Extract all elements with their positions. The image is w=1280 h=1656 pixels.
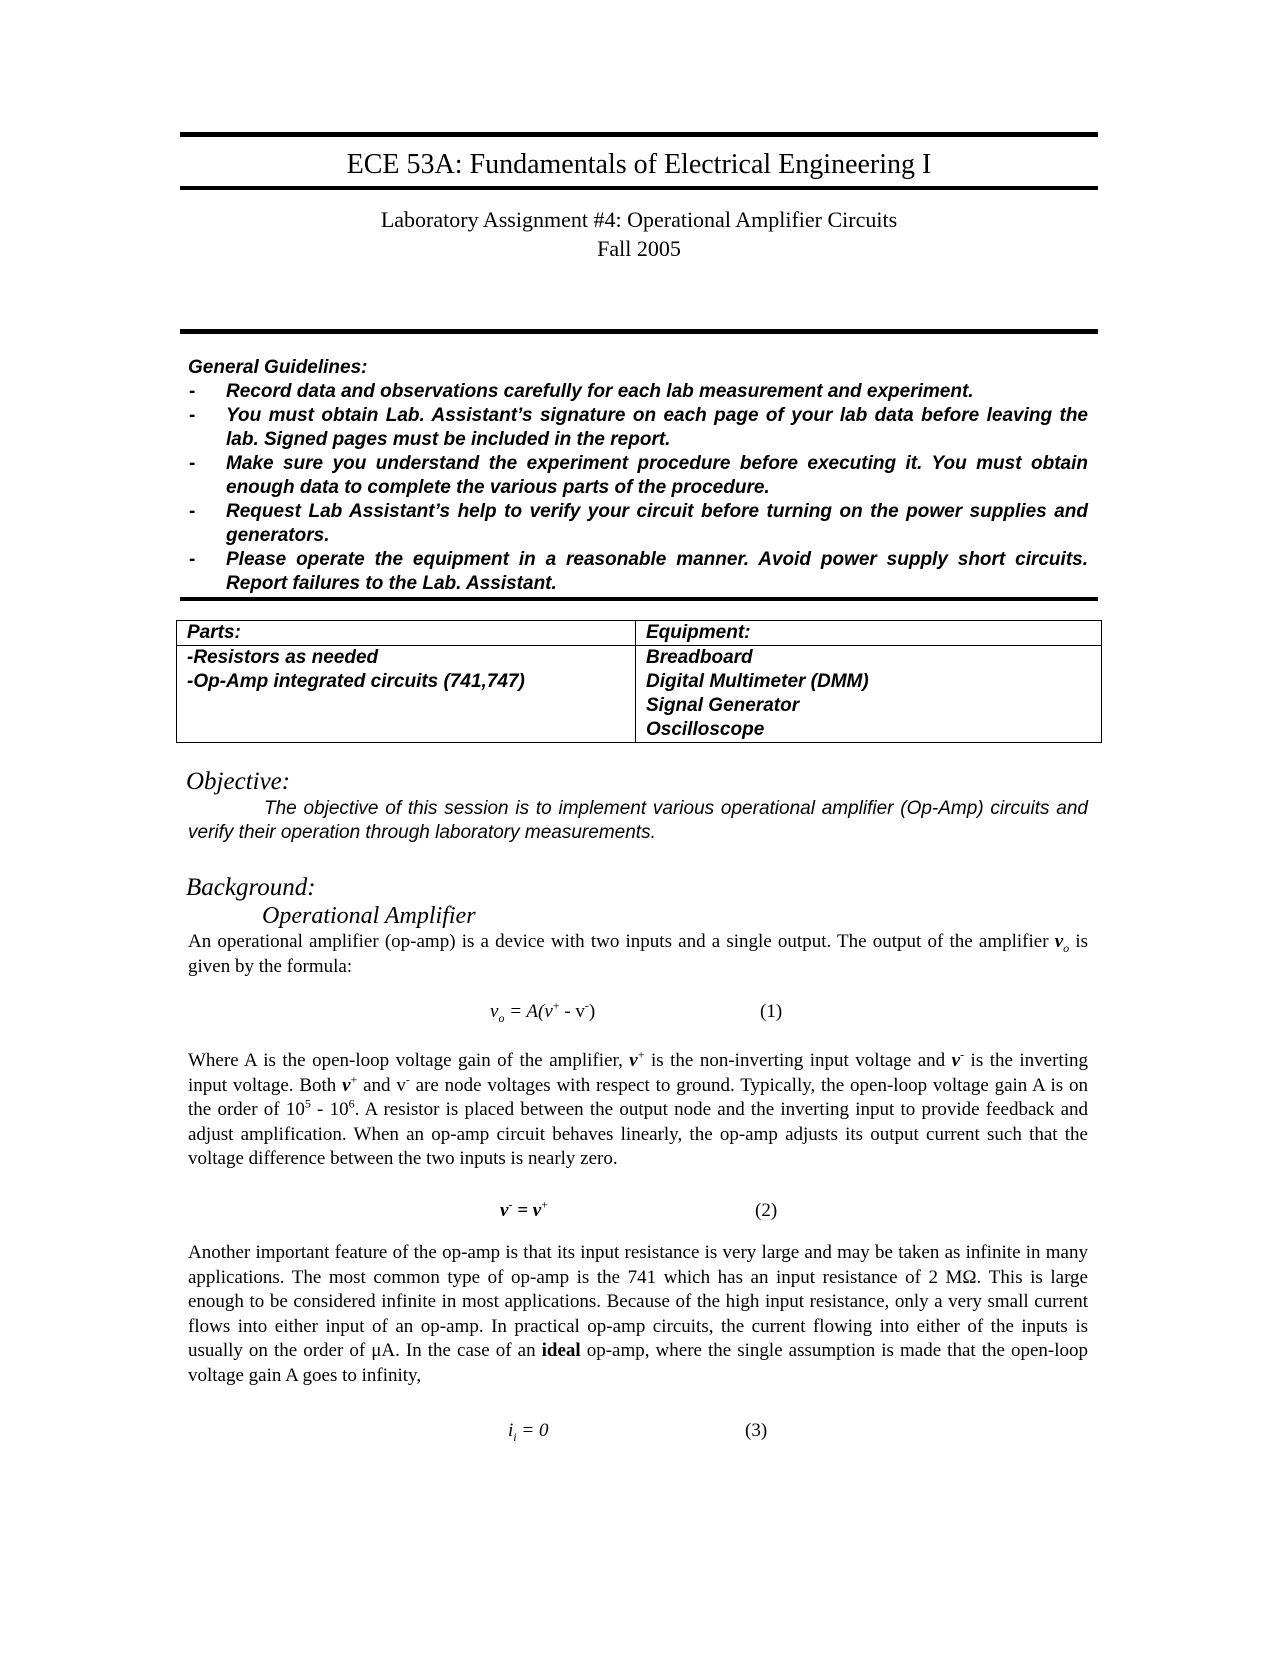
list-item: - Request Lab Assistant’s help to verify your circuit before turning on the power supplies and generators. bbox=[189, 501, 1088, 546]
list-item: - Record data and observations carefully for each lab measurement and experiment. bbox=[189, 381, 974, 402]
list-item: - Please operate the equipment in a reasonable manner. Avoid power supply short circuits. Report failures to the Lab. Assistant. bbox=[189, 549, 1088, 594]
table-row bbox=[177, 646, 1102, 743]
background-heading: Background: bbox=[186, 874, 316, 901]
part-item: -Op-Amp integrated circuits (741,747) bbox=[187, 671, 525, 692]
equipment-item: Digital Multimeter (DMM) bbox=[646, 671, 869, 692]
list-item: - Make sure you understand the experiment procedure before executing it. You must obtain enough data to complete the various parts of the procedure. bbox=[189, 453, 1088, 498]
equation-3-number: (3) bbox=[745, 1420, 768, 1441]
equipment-item: Signal Generator bbox=[646, 695, 800, 716]
background-paragraph-1: An operational amplifier (op-amp) is a device with two inputs and a single output. The output of the amplifier $v_o$ is given by the formula: bbox=[188, 931, 1088, 977]
parts-header: Parts: bbox=[177, 621, 636, 646]
term: Fall 2005 bbox=[597, 236, 681, 261]
document-title: ECE 53A: Fundamentals of Electrical Engineering I bbox=[346, 149, 932, 180]
background-paragraph-3: Another important feature of the op-amp is that its input resistance is very large and may be taken as infinite in many applications. The most common type of op-amp is the 741 which has an input resistance of 2 MΩ. This is large enough to be considered infinite in most applications. Because of the high input resistance, only a very small current flows into either input of an op-amp. In practical op-amp circuits, the current flowing into either of the inputs is usually on the order of μA. In the case of an ideal op-amp, where the single assumption is made that the open-loop voltage gain A goes to infinity, bbox=[188, 1242, 1088, 1386]
equation-1: $v_o = A(v^+ - v^-)$ bbox=[490, 998, 596, 1025]
header-bottom-rule bbox=[180, 329, 1098, 334]
guidelines-heading: General Guidelines: bbox=[188, 357, 368, 378]
part-item: -Resistors as needed bbox=[187, 647, 379, 668]
equation-3: $i_i = 0$ bbox=[508, 1420, 549, 1444]
background-paragraph-2: Where A is the open-loop voltage gain of the amplifier, v+ is the non-inverting input voltage and v- is the inverting input voltage. Both v+ and v- are node voltages with respect to ground. Typically, the open-loop voltage gain A is on the order of $10^5 - 10^6$. A resistor is placed between the output node and the inverting input to provide feedback and adjust amplification. When an op-amp circuit behaves linearly, the op-amp adjusts its output current such that the voltage difference between the two inputs is nearly zero. bbox=[188, 1047, 1088, 1169]
objective-heading: Objective: bbox=[186, 768, 291, 795]
assignment-title: Laboratory Assignment #4: Operational Amplifier Circuits bbox=[380, 207, 898, 232]
document-subtitle bbox=[180, 205, 1098, 263]
title-rule bbox=[180, 186, 1098, 190]
guidelines-list bbox=[188, 380, 1088, 596]
list-item: - You must obtain Lab. Assistant’s signature on each page of your lab data before leaving the lab. Signed pages must be included in the report. bbox=[189, 405, 1088, 450]
equation-2: v- = v+ bbox=[500, 1197, 548, 1221]
equipment-list bbox=[636, 646, 1102, 743]
top-rule bbox=[180, 132, 1098, 137]
objective-text: The objective of this session is to implement various operational amplifier (Op-Amp) circuits and verify their operation through laboratory measurements. bbox=[188, 798, 1088, 843]
parts-equipment-table bbox=[176, 620, 1102, 743]
opamp-subheading: Operational Amplifier bbox=[262, 903, 476, 929]
guidelines-rule bbox=[180, 597, 1098, 601]
equipment-header: Equipment: bbox=[636, 621, 1102, 646]
equipment-item: Oscilloscope bbox=[646, 719, 765, 740]
equipment-item: Breadboard bbox=[646, 647, 753, 668]
equation-1-number: (1) bbox=[760, 1001, 783, 1022]
general-guidelines bbox=[188, 356, 1088, 596]
table-row bbox=[177, 621, 1102, 646]
equation-2-number: (2) bbox=[755, 1200, 778, 1221]
parts-list bbox=[177, 646, 636, 743]
